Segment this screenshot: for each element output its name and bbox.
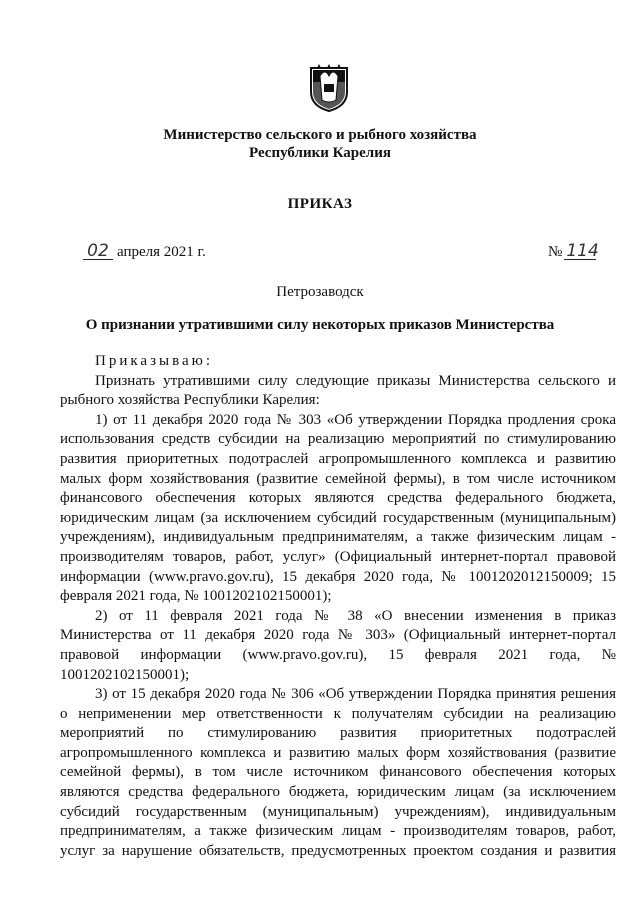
body-line: являются средства федерального бюджета, юридическим лицам (за исключением	[60, 784, 616, 801]
order-number	[548, 241, 599, 261]
body-line: рыбного хозяйства Республики Карелия:	[60, 392, 320, 409]
date-month-year: апреля 2021 г.	[117, 244, 206, 260]
body-line: финансового обеспечения которых являются средства федерального бюджета,	[60, 490, 616, 507]
ministry-line-1: Министерство сельского и рыбного хозяйства	[163, 127, 477, 143]
body-line: субсидий государственным (муниципальным) учреждениям), индивидуальным	[60, 803, 616, 820]
body-line: 1) от 11 декабря 2020 года № 303 «Об утверждении Порядка продления срока	[95, 411, 616, 428]
body-line: информации (www.pravo.gov.ru), 15 декабря 2020 года, № 1001202012150009; 15	[60, 568, 616, 585]
body-line: юридическим лицам (за исключением субсидий государственным (муниципальным)	[60, 509, 616, 526]
body-line: предпринимателям, а также физическим лицам - производителям товаров, работ,	[60, 823, 616, 840]
body-line: 1001202102150001);	[60, 666, 190, 683]
body-line: развития приоритетных подотраслей агропромышленного комплекса и развитию	[60, 450, 616, 467]
body-line: правовой информации (www.pravo.gov.ru), 15 февраля 2021 года, №	[60, 646, 616, 663]
body-line: Министерства от 11 декабря 2020 года № 303» (Официальный интернет-портал	[60, 627, 616, 644]
order-subject: О признании утратившими силу некоторых приказов Министерства	[85, 317, 555, 333]
body-line: Приказываю:	[95, 353, 213, 369]
body-line: 2) от 11 февраля 2021 года № 38 «О внесении изменения в приказ	[95, 607, 616, 624]
body-line: услуг за нарушение обязательств, предусмотренных проектом создания и развития	[60, 842, 616, 859]
order-body	[60, 352, 616, 861]
body-line: агропромышленного комплекса и развитию малых форм хозяйствования (развитие	[60, 744, 616, 761]
document-type: ПРИКАЗ	[287, 196, 353, 212]
date-day-handwritten: 02	[83, 243, 113, 260]
body-line: использования средств субсидии на реализацию мероприятий по стимулированию	[60, 431, 616, 448]
body-line: 3) от 15 декабря 2020 года № 306 «Об утверждении Порядка принятия решения	[95, 686, 616, 703]
number-handwritten: 114	[566, 241, 599, 261]
order-date	[83, 243, 206, 261]
body-line: мероприятий по стимулированию развития приоритетных подотраслей	[60, 725, 616, 742]
number-prefix: №	[548, 244, 563, 260]
body-line: февраля 2021 года, № 1001202102150001);	[60, 588, 332, 605]
body-line: учреждениям), индивидуальным предпринимателям, а также физическим лицам -	[60, 529, 616, 546]
ministry-name	[0, 126, 640, 162]
ministry-line-2: Республики Карелия	[249, 145, 391, 161]
coat-of-arms-emblem	[307, 62, 351, 112]
body-line: о неприменении мер ответственности к получателям субсидии на реализацию	[60, 705, 616, 722]
body-line: Признать утратившими силу следующие приказы Министерства сельского и	[95, 372, 616, 389]
body-line: производителям товаров, работ, услуг» (Официальный интернет-портал правовой	[60, 548, 616, 565]
body-line: малых форм хозяйствования (развитие семейной фермы), в том числе источником	[60, 470, 616, 487]
body-line: семейной фермы), в том числе источником финансового обеспечения которых	[60, 764, 616, 781]
city: Петрозаводск	[276, 284, 364, 300]
